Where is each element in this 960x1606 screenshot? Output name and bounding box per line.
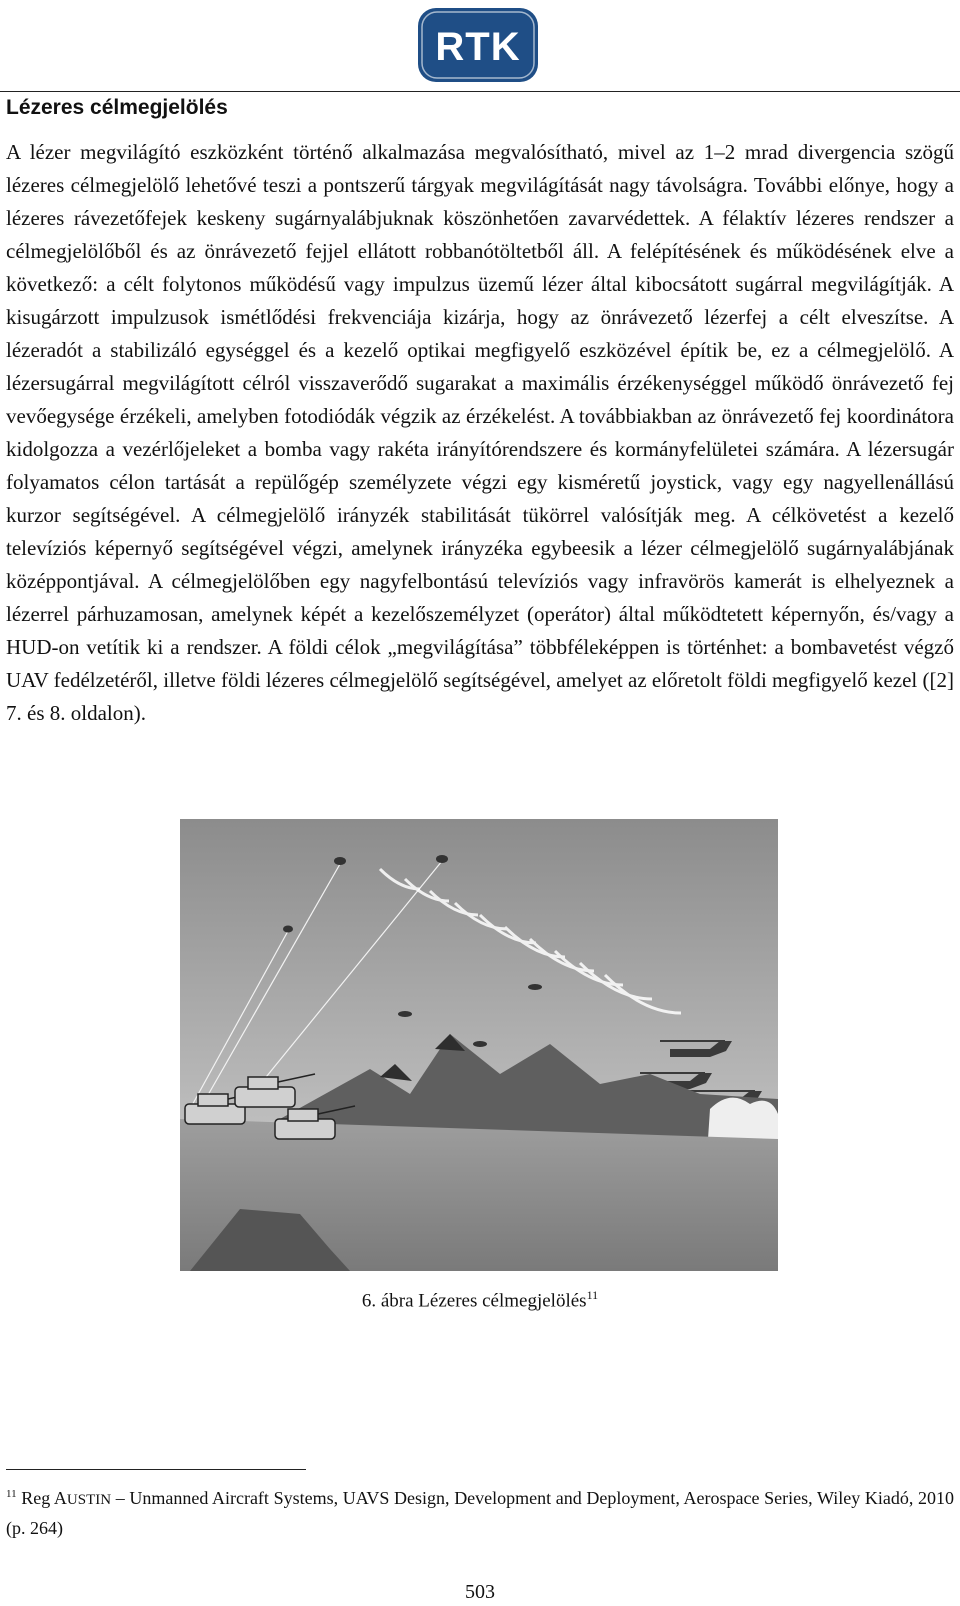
cloud xyxy=(708,1098,778,1139)
footnote-text: – Unmanned Aircraft Systems, UAVS Design, Development and Deployment, Aerospace Series, Wiley Kiadó, 2010 (p. 264) xyxy=(6,1488,954,1538)
footnote-author-rest: USTIN xyxy=(66,1492,112,1508)
footnote-rule xyxy=(6,1469,306,1470)
figure-caption-footnote-ref: 11 xyxy=(586,1288,599,1302)
page-number: 503 xyxy=(465,1581,495,1603)
footnote xyxy=(6,1480,954,1542)
body-paragraph: A lézer megvilágító eszközként történő alkalmazása megvalósítható, mivel az 1–2 mrad divergencia szögű lézeres célmegjelölő lehetővé teszi a pontszerű tárgyak megvilágítását nagy távolságra. További előnye, hogy a lézeres rávezetőfejek keskeny sugárnyalábjuknak köszönhetően zavarvédettek. A félaktív lézeres rendszer a célmegjelölőből és az önrávezető fejjel ellátott robbanótöltetből áll. A felépítésének és működésének elve a következő: a célt folytonos működésű vagy impulzus üzemű lézer által kibocsátott sugárral megvilágítják. A kisugárzott impulzusok ismétlődési frekvenciája kizárja, hogy az önrávezető lézerfej a célt elveszítse. A lézeradót a stabilizáló egységgel és a kezelő optikai megfigyelő eszközével építik be, ez a célmegjelölő. A lézersugárral megvilágított célról visszaverődő sugarakat a maximális érzékenységgel működő önrávezető fej vevőegysége érzékeli, amelyben fotodiódák végzik az érzékelést. A továbbiakban az önrávezető fej koordinátora kidolgozza a vezérlőjeleket a bomba vagy rakéta irányítórendszere és kormányfelületei számára. A lézersugár folyamatos célon tartását a repülőgép személyzete végzi egy kisméretű joystick, vagy egy nagyellenállású kurzor segítségével. A célmegjelölő irányzék stabilitását tükörrel valósítják meg. A célkövetést a kezelő televíziós képernyő segítségével végzi, amelynek irányzéka egybeesik a lézer célmegjelölő sugárnyalábjának középpontjával. A célmegjelölőben egy nagyfelbontású televíziós vagy infravörös kamerát is elhelyeznek a lézerrel párhuzamosan, amelynek képét a kezelőszemélyzet (operátor) által működtetett képernyőn, és/vagy a HUD-on vetítik ki a rendszer. A földi célok „megvilágítása” többféleképpen is történhet: a bombavetést végző UAV fedélzetéről, illetve földi lézeres célmegjelölő segítségével, amelyet az előretolt földi megfigyelő kezel ([2] 7. és 8. oldalon). xyxy=(6,140,954,725)
footnote-number: 11 xyxy=(6,1488,17,1500)
figure-caption-text: 6. ábra Lézeres célmegjelölés xyxy=(361,1290,587,1312)
laser-designation-illustration xyxy=(180,819,778,1271)
section-title: Lézeres célmegjelölés xyxy=(6,96,228,119)
logo-text: RTK xyxy=(435,25,521,69)
footnote-author-initial: A xyxy=(53,1488,67,1508)
rtk-logo xyxy=(418,8,538,82)
footnote-author-first: Reg xyxy=(21,1488,54,1508)
figure-caption xyxy=(0,1283,960,1313)
